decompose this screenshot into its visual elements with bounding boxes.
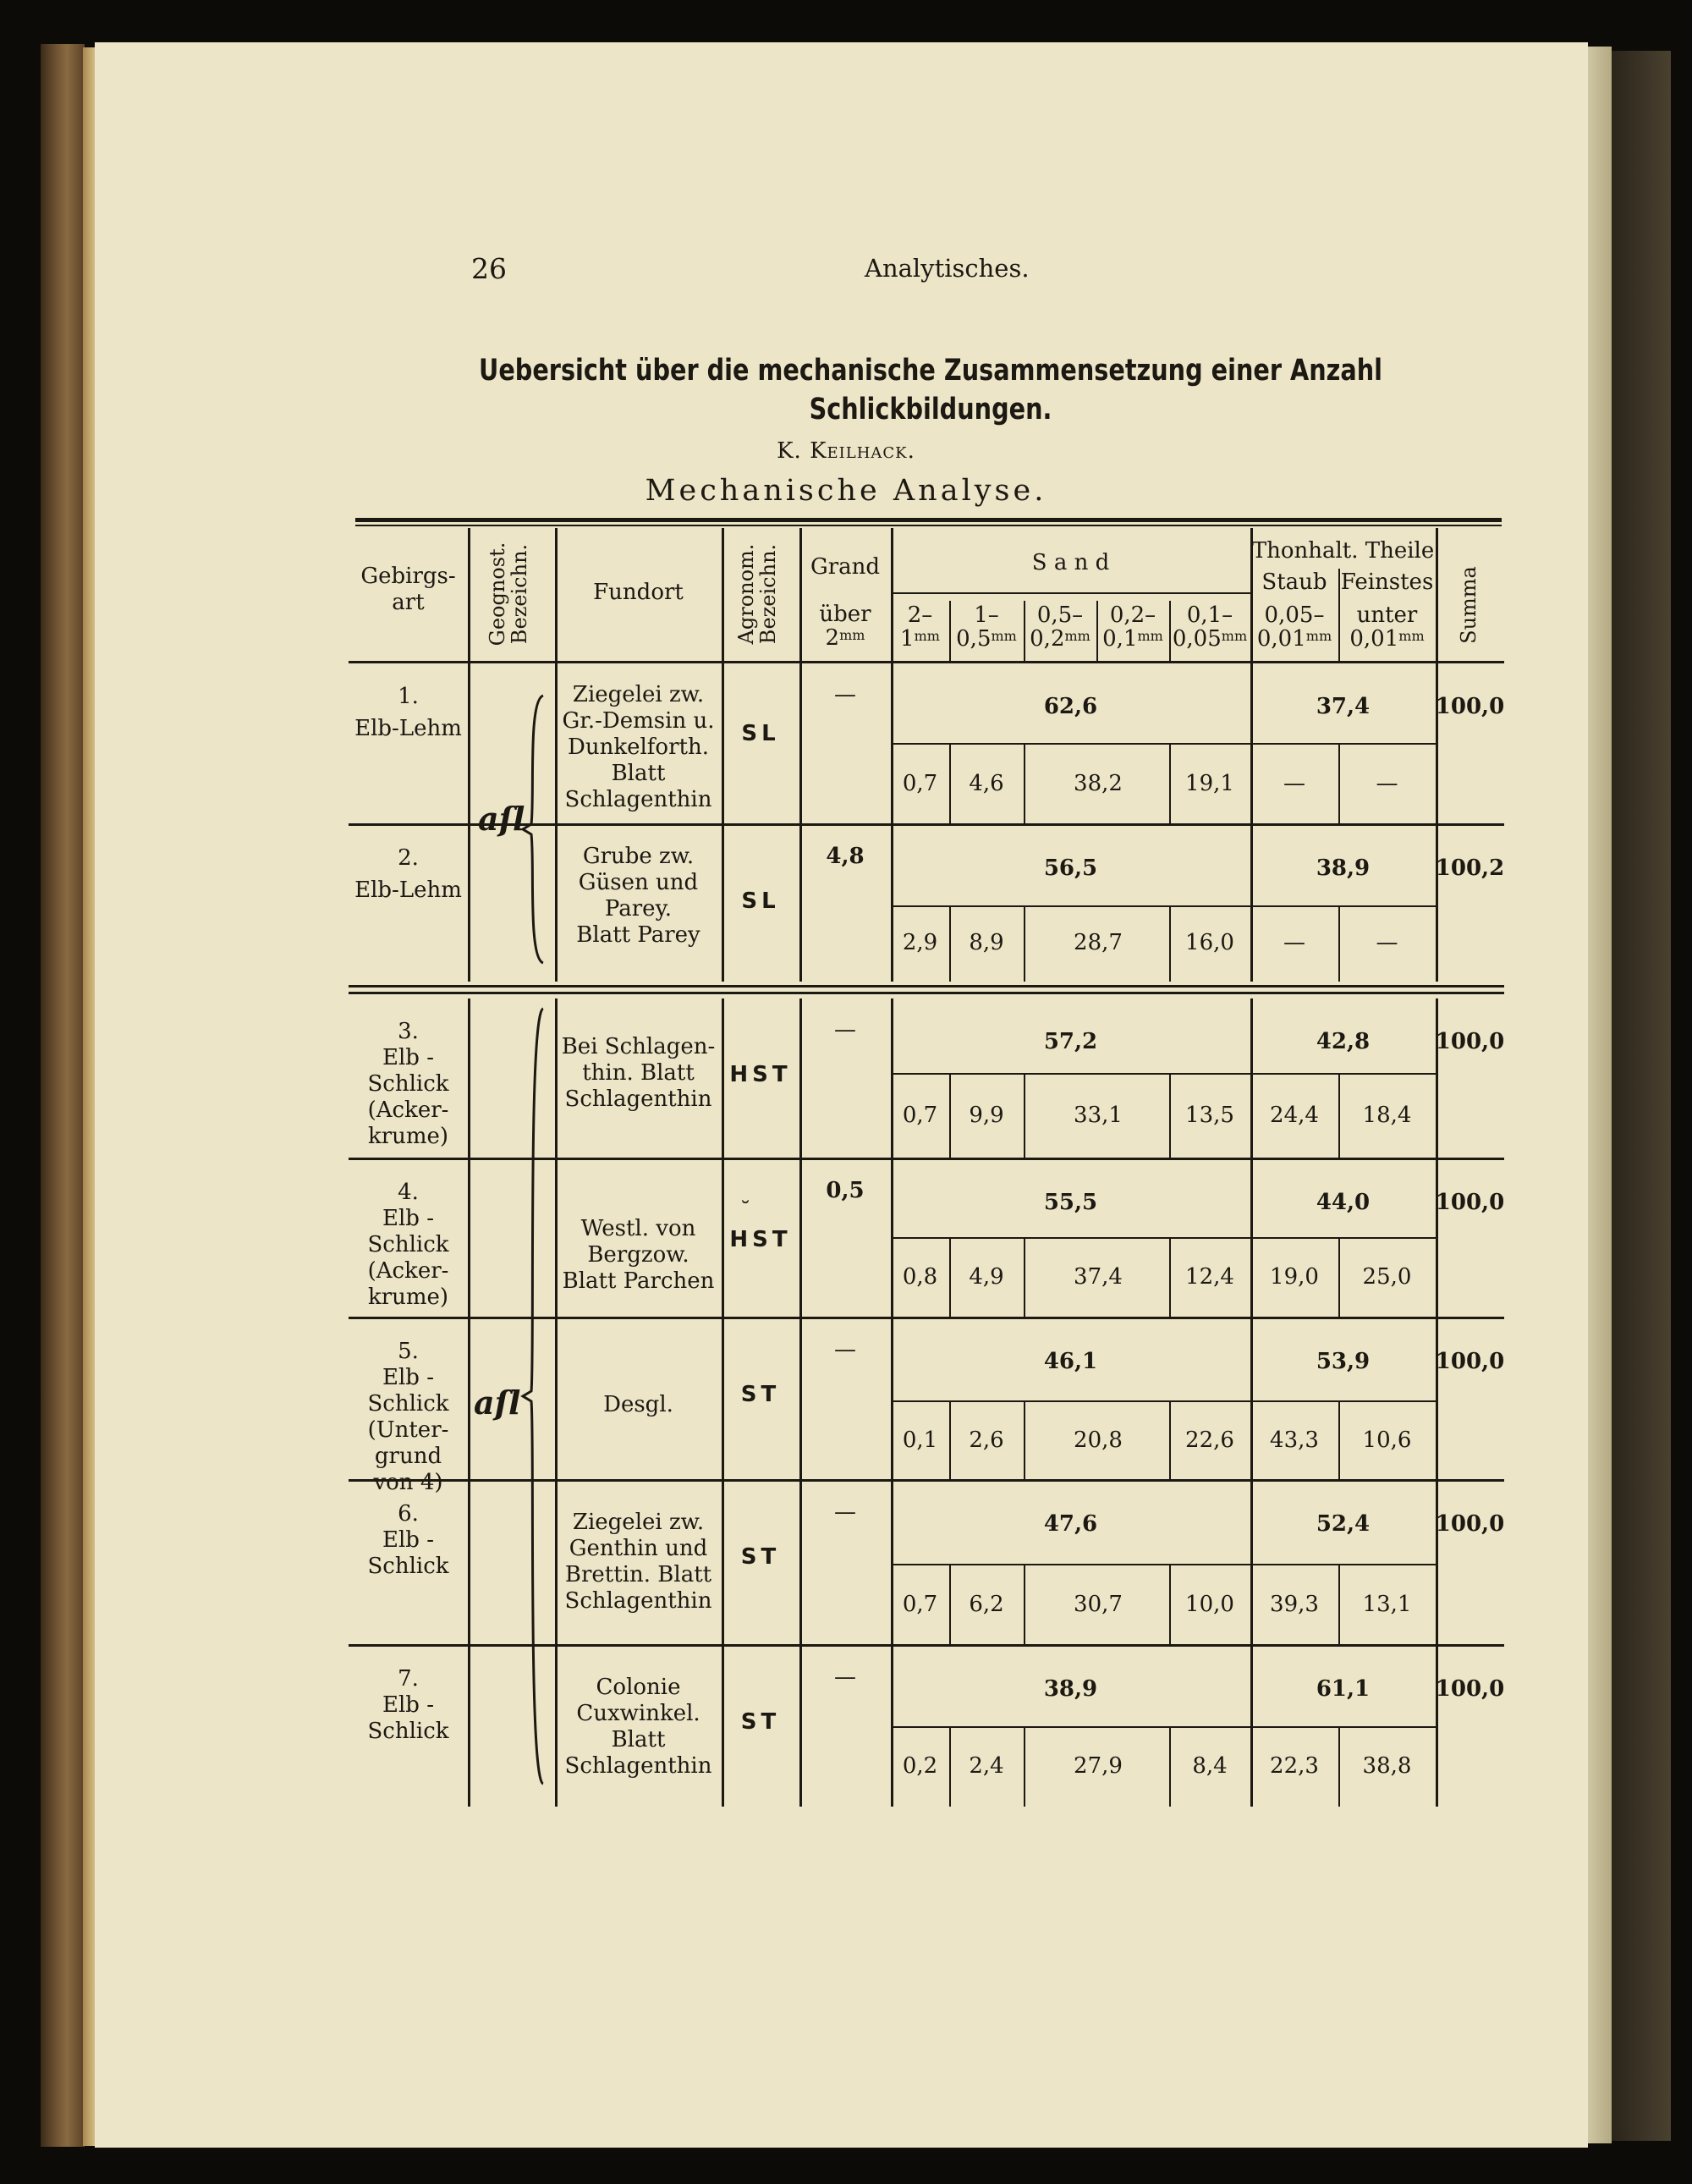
row-4-art-3: krume) [367, 1285, 449, 1310]
row-5-art-0: Elb - [382, 1365, 434, 1390]
row-6-fundort-2: Brettin. Blatt [564, 1562, 712, 1587]
header-col-rule [468, 528, 470, 661]
row-3-art-2: (Acker- [367, 1098, 449, 1123]
header-sand-fraction-1: 2– [907, 602, 933, 628]
row-1-fraction-1: 0,7 [902, 770, 938, 796]
row-1-col-rule [468, 663, 470, 825]
next-page-edge [1612, 51, 1671, 2141]
header-geognost [486, 526, 537, 662]
page-title [466, 351, 1396, 429]
row-5-fraction-6: 10,6 [1362, 1427, 1412, 1453]
row-1-grand: — [834, 682, 856, 707]
row-5-fraction-5: 43,3 [1270, 1427, 1319, 1453]
row-3-sand-total: 57,2 [1043, 1029, 1098, 1054]
row-1-fundort-0: Ziegelei zw. [572, 682, 705, 707]
header-sand: S a n d [1031, 550, 1110, 575]
row-7-thon-total: 61,1 [1316, 1676, 1371, 1702]
row-4-thon-total: 44,0 [1316, 1190, 1371, 1215]
row-7-num: 7. [398, 1666, 419, 1692]
row-3-fundort-1: thin. Blatt [582, 1060, 695, 1086]
row-2-fraction-5: — [1283, 930, 1305, 955]
row-7-fraction-3: 27,9 [1074, 1752, 1123, 1779]
row-2-num: 2. [398, 845, 419, 871]
row-7-fundort-3: Schlagenthin [564, 1753, 712, 1779]
row-6-bottom-rule [555, 1644, 1504, 1647]
row-6-fraction-3: 30,7 [1074, 1591, 1123, 1617]
row-2-fraction-3: 28,7 [1074, 930, 1123, 955]
row-3-mid-rule [891, 1073, 1436, 1075]
group-separator [349, 985, 1504, 987]
row-5-col-rule [891, 1318, 893, 1481]
row-4-fraction-4: 12,4 [1185, 1264, 1234, 1290]
row-4-fundort-0: Westl. von [580, 1216, 696, 1241]
row-2-col-rule [891, 825, 893, 982]
running-head: Analytisches. [865, 254, 1030, 283]
row-4-col-rule [799, 1159, 802, 1318]
row-7-subcol-rule [1338, 1726, 1340, 1807]
header-grand: Grand [810, 554, 881, 580]
row-1-fraction-4: 19,1 [1185, 770, 1234, 796]
row-4-art-1: Schlick [367, 1232, 449, 1257]
row-5-grand: — [834, 1337, 856, 1362]
row-3-col-rule [1250, 998, 1253, 1159]
row-2-fundort-2: Parey. [604, 896, 673, 921]
row-3-grand: — [834, 1017, 856, 1042]
row-3-fundort-2: Schlagenthin [564, 1086, 712, 1112]
geognost-2: Bezeichn. [507, 543, 531, 645]
row-7-art-0: Elb - [382, 1692, 434, 1718]
header-grand-uber: über [819, 602, 871, 627]
agronom-2: Bezeichn. [756, 543, 780, 645]
row-5-art-3: grund [374, 1444, 442, 1469]
header-sand-unit-1: $1^{mm}$ [900, 626, 940, 652]
row-5-fraction-1: 0,1 [902, 1427, 938, 1453]
row-4-num: 4. [398, 1180, 419, 1205]
row-4-grand: 0,5 [826, 1178, 865, 1203]
row-2-thon-total: 38,9 [1316, 855, 1371, 881]
row-4-bottom-rule [555, 1317, 1504, 1319]
row-1-thon-total: 37,4 [1316, 694, 1371, 719]
row-5-num: 5. [398, 1339, 419, 1364]
header-summa: Summa [1456, 566, 1480, 644]
row-2-summa: 100,2 [1435, 855, 1505, 881]
row-5-subcol-rule [1338, 1400, 1340, 1481]
row-5-sand-total: 46,1 [1043, 1349, 1098, 1374]
row-3-art-3: krume) [367, 1124, 449, 1149]
row-7-fraction-6: 38,8 [1362, 1752, 1412, 1779]
row-1-sand-total: 62,6 [1043, 694, 1098, 719]
row-6-agronom: ST [740, 1544, 781, 1570]
header-staub: Staub [1261, 569, 1327, 595]
row-3-fraction-3: 33,1 [1074, 1103, 1123, 1128]
row-2-subcol-rule [1338, 905, 1340, 982]
geognost-label-1: aſl [478, 800, 525, 838]
row-5-bottom-rule [555, 1479, 1504, 1482]
header-feinstes-unit: $0,01^{mm}$ [1349, 626, 1425, 652]
row-1-agronom: SL [741, 721, 780, 746]
row-1-fundort-1: Gr.-Demsin u. [562, 708, 715, 734]
row-1-fundort-2: Dunkelforth. [568, 734, 709, 760]
row-2-col-rule [1250, 825, 1253, 982]
header-sand-unit-4: $0,1^{mm}$ [1102, 626, 1163, 652]
row-4-fraction-1: 0,8 [902, 1264, 938, 1290]
row-7-col-rule [468, 1646, 470, 1807]
header-gebirgsart: Gebirgs- [360, 564, 456, 589]
row-6-fundort-0: Ziegelei zw. [572, 1510, 705, 1535]
row-3-col-rule [891, 998, 893, 1159]
row-6-fraction-2: 6,2 [969, 1591, 1004, 1617]
author: K. Keilhack. [777, 438, 915, 464]
row-4-fraction-5: 19,0 [1270, 1264, 1319, 1290]
header-agronom [735, 526, 786, 662]
row-1-fundort-3: Blatt [611, 761, 666, 786]
row-5-col-rule [468, 1318, 470, 1481]
row-5-fundort-0: Desgl. [603, 1392, 673, 1417]
row-1-summa: 100,0 [1435, 694, 1505, 719]
row-7-agronom: ST [740, 1709, 781, 1735]
title-line-2: Schlickbildungen. [809, 393, 1052, 426]
row-3-subcol-rule [1338, 1073, 1340, 1159]
row-6-col-rule [468, 1481, 470, 1646]
group-separator-2 [349, 992, 1504, 994]
row-1-fundort-4: Schlagenthin [564, 787, 712, 812]
row-4-art-0: Elb - [382, 1206, 434, 1231]
header-gebirgsart-2: art [392, 590, 425, 615]
header-col-rule [722, 528, 724, 661]
row-4-fraction-3: 37,4 [1074, 1264, 1123, 1290]
row-3-fraction-1: 0,7 [902, 1103, 938, 1128]
header-feinstes-range: unter [1356, 602, 1418, 628]
row-6-art-1: Schlick [367, 1554, 449, 1579]
row-6-fraction-1: 0,7 [902, 1591, 938, 1617]
row-3-fraction-2: 9,9 [969, 1103, 1004, 1128]
row-7-fundort-2: Blatt [611, 1727, 666, 1752]
row-1-fraction-3: 38,2 [1074, 770, 1123, 796]
row-2-fundort-3: Blatt Parey [576, 922, 700, 948]
row-2-fundort-0: Grube zw. [582, 844, 695, 869]
row-1-bottom-rule [555, 823, 1504, 826]
row-6-art-0: Elb - [382, 1527, 434, 1553]
row-7-fraction-2: 2,4 [969, 1752, 1004, 1779]
row-1-fraction-6: — [1376, 770, 1398, 796]
header-sand-unit-3: $0,2^{mm}$ [1030, 626, 1090, 652]
row-6-num: 6. [398, 1501, 419, 1527]
row-5-art-1: Schlick [367, 1391, 449, 1417]
row-2-grand: 4,8 [826, 844, 865, 869]
row-3-fraction-5: 24,4 [1270, 1103, 1319, 1128]
row-6-col-rule [1436, 1481, 1438, 1646]
row-2-col-rule [1436, 825, 1438, 982]
row-7-fundort-1: Cuxwinkel. [576, 1701, 700, 1726]
row-4-summa: 100,0 [1435, 1190, 1505, 1215]
header-staub-unit: $0,01^{mm}$ [1256, 626, 1332, 652]
sand-header-rule [891, 592, 1250, 594]
header-sand-fraction-4: 0,2– [1109, 602, 1156, 628]
row-6-sand-total: 47,6 [1043, 1511, 1098, 1537]
header-sand-unit-2: $0,5^{mm}$ [956, 626, 1017, 652]
row-6-col-rule [799, 1481, 802, 1646]
row-5-mid-rule [891, 1400, 1436, 1402]
row-2-agronom: SL [741, 888, 780, 914]
row-1-fraction-5: — [1283, 770, 1305, 796]
title-line-1: Uebersicht über die mechanische Zusammensetzung einer Anzahl [479, 354, 1382, 388]
header-staub-range: 0,05– [1264, 602, 1325, 628]
row-5-agronom: ST [740, 1382, 781, 1407]
header-feinstes: Feinstes [1340, 569, 1434, 595]
row-6-subcol-rule [1338, 1564, 1340, 1646]
header-fundort: Fundort [593, 580, 684, 605]
row-3-num: 3. [398, 1019, 419, 1044]
header-grand-2mm: $2^{mm}$ [825, 625, 865, 651]
row-6-grand: — [834, 1499, 856, 1525]
row-2-sand-total: 56,5 [1043, 855, 1098, 881]
row-7-mid-rule [891, 1726, 1436, 1728]
row-1-rule [349, 823, 468, 826]
geognost-1: Geognost. [485, 542, 509, 646]
row-7-grand: — [834, 1664, 856, 1690]
row-5-fraction-4: 22,6 [1185, 1427, 1234, 1453]
row-3-fundort-0: Bei Schlagen- [561, 1034, 716, 1059]
row-5-col-rule [1436, 1318, 1438, 1481]
row-6-fraction-5: 39,3 [1270, 1591, 1319, 1617]
row-3-art-0: Elb - [382, 1045, 434, 1070]
row-7-col-rule [1436, 1646, 1438, 1807]
row-7-fundort-0: Colonie [596, 1675, 681, 1700]
row-4-agronom: HST [729, 1227, 792, 1252]
row-2-col-rule [799, 825, 802, 982]
row-4-fraction-6: 25,0 [1362, 1264, 1412, 1290]
row-1-col-rule [1436, 663, 1438, 825]
row-1-mid-rule [891, 743, 1436, 745]
row-2-fraction-1: 2,9 [902, 930, 938, 955]
row-3-summa: 100,0 [1435, 1029, 1505, 1054]
header-col-rule [555, 528, 558, 661]
table-top-rule [355, 518, 1502, 522]
row-4-col-rule [1250, 1159, 1253, 1318]
row-5-fraction-2: 2,6 [969, 1427, 1004, 1453]
row-7-art-1: Schlick [367, 1719, 449, 1744]
row-3-bottom-rule [555, 1158, 1504, 1160]
row-4-art-2: (Acker- [367, 1258, 449, 1284]
row-6-fraction-4: 10,0 [1185, 1591, 1234, 1617]
table-subtitle: Mechanische Analyse. [645, 474, 1047, 508]
row-3-col-rule [468, 998, 470, 1159]
row-6-fraction-6: 13,1 [1362, 1591, 1412, 1617]
row-5-col-rule [1250, 1318, 1253, 1481]
row-4-fundort-2: Blatt Parchen [562, 1268, 715, 1294]
row-3-agronom: HST [729, 1062, 792, 1087]
row-1-fraction-2: 4,6 [969, 770, 1004, 796]
row-4-subcol-rule [1338, 1237, 1340, 1318]
row-4-col-rule [1436, 1159, 1438, 1318]
geognost-label-2: aſl [474, 1384, 521, 1422]
row-4-agronom-mark: ˘ [739, 1198, 751, 1224]
row-3-fraction-6: 18,4 [1362, 1103, 1412, 1128]
row-5-fraction-3: 20,8 [1074, 1427, 1123, 1453]
row-1-subcol-rule [1338, 743, 1340, 825]
row-1-col-rule [799, 663, 802, 825]
header-sand-fraction-5: 0,1– [1186, 602, 1233, 628]
row-5-thon-total: 53,9 [1316, 1349, 1371, 1374]
row-6-fundort-1: Genthin und [569, 1536, 708, 1561]
row-2-mid-rule [891, 905, 1436, 907]
row-1-num: 1. [398, 684, 419, 709]
row-3-fraction-4: 13,5 [1185, 1103, 1234, 1128]
geognost-brace-2 [518, 1007, 552, 1785]
row-2-col-rule [468, 825, 470, 982]
row-6-fundort-3: Schlagenthin [564, 1588, 712, 1614]
row-7-fraction-1: 0,2 [902, 1752, 938, 1779]
row-4-col-rule [468, 1159, 470, 1318]
row-7-fraction-4: 8,4 [1192, 1752, 1228, 1779]
row-3-art-1: Schlick [367, 1071, 449, 1097]
row-2-fraction-6: — [1376, 930, 1398, 955]
page-number: 26 [471, 252, 507, 285]
row-3-col-rule [1436, 998, 1438, 1159]
page-edge [1588, 47, 1612, 2143]
row-4-fraction-2: 4,9 [969, 1264, 1004, 1290]
row-7-fraction-5: 22,3 [1270, 1752, 1319, 1779]
row-4-fundort-1: Bergzow. [587, 1242, 689, 1268]
row-2-fundort-1: Güsen und [578, 870, 699, 895]
row-5-col-rule [799, 1318, 802, 1481]
row-4-mid-rule [891, 1237, 1436, 1239]
row-5-art-2: (Unter- [367, 1417, 449, 1443]
row-6-summa: 100,0 [1435, 1511, 1505, 1537]
row-6-thon-total: 52,4 [1316, 1511, 1371, 1537]
row-1-art-0: Elb-Lehm [354, 716, 462, 741]
row-7-sand-total: 38,9 [1043, 1676, 1098, 1702]
book-spine [41, 44, 85, 2147]
header-thon: Thonhalt. Theile [1251, 538, 1435, 564]
row-7-summa: 100,0 [1435, 1676, 1505, 1702]
row-3-thon-total: 42,8 [1316, 1029, 1371, 1054]
header-sand-unit-5: $0,05^{mm}$ [1172, 626, 1248, 652]
row-3-col-rule [799, 998, 802, 1159]
row-4-sand-total: 55,5 [1043, 1190, 1098, 1215]
row-6-mid-rule [891, 1564, 1436, 1565]
row-7-col-rule [799, 1646, 802, 1807]
row-5-art-4: von 4) [373, 1470, 443, 1495]
row-4-col-rule [891, 1159, 893, 1318]
row-5-summa: 100,0 [1435, 1349, 1505, 1374]
agronom-1: Agronom. [734, 543, 758, 645]
row-2-fraction-2: 8,9 [969, 930, 1004, 955]
row-2-fraction-4: 16,0 [1185, 930, 1234, 955]
header-sand-fraction-3: 0,5– [1036, 602, 1084, 628]
row-2-art-0: Elb-Lehm [354, 877, 462, 903]
header-sand-fraction-2: 1– [974, 602, 999, 628]
